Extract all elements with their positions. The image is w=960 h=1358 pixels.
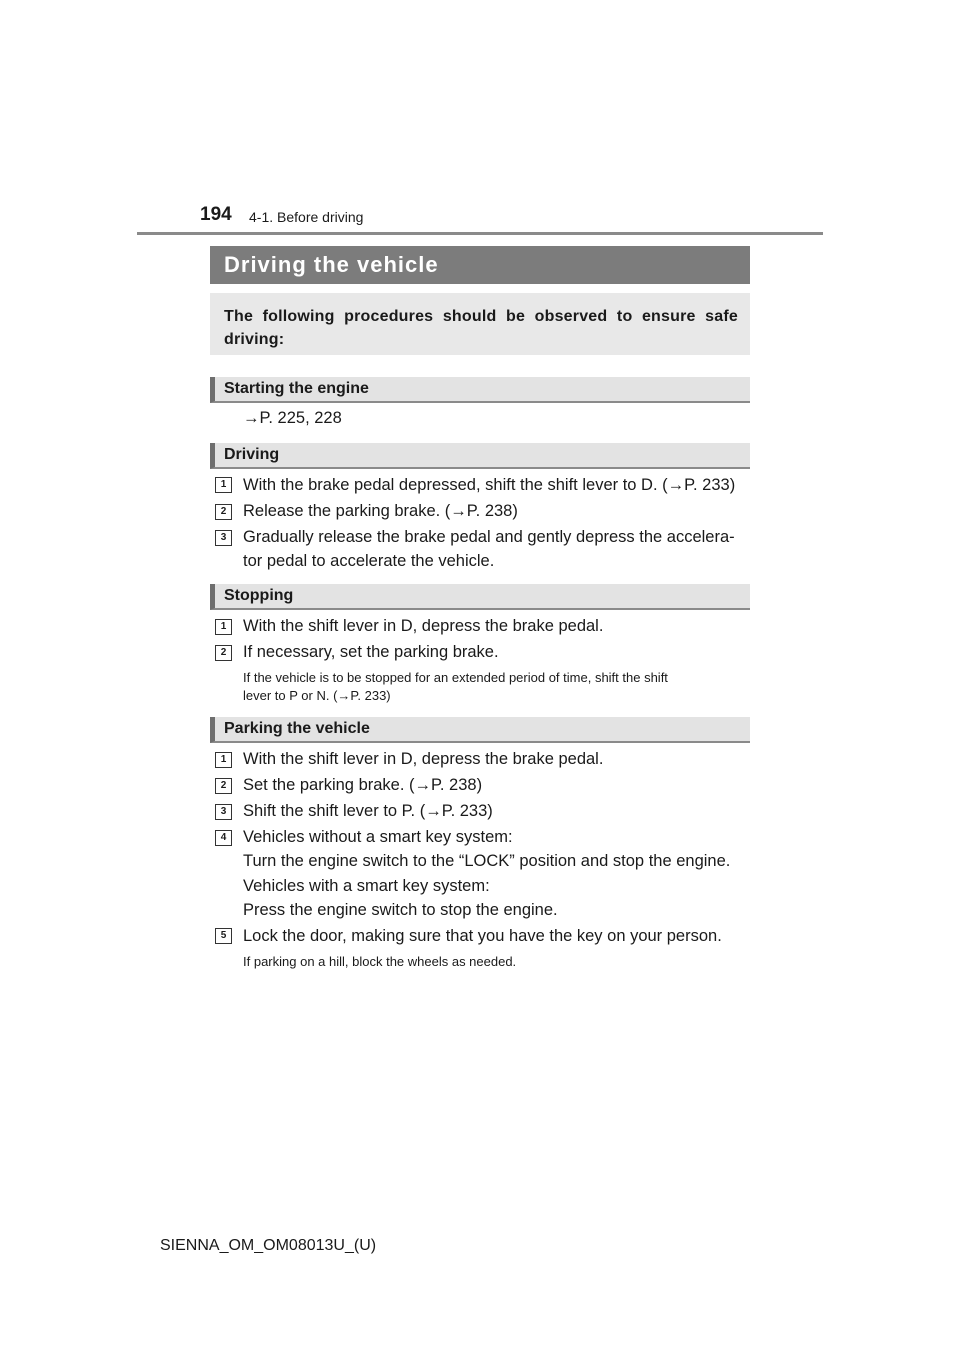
- parking-note: If parking on a hill, block the wheels as needed.: [243, 954, 517, 969]
- driving-step-3-line2: tor pedal to accelerate the vehicle.: [243, 552, 495, 570]
- section-heading-stopping: Stopping: [210, 584, 750, 610]
- intro-box: The following procedures should be observed to ensure safe driving:: [210, 293, 750, 355]
- page-number: 194: [200, 204, 232, 225]
- step-number: 2: [215, 778, 232, 794]
- page-title: Driving the vehicle: [210, 246, 750, 284]
- stopping-note-line2: lever to P or N. (→P. 233): [243, 688, 391, 703]
- parking-step-4-line1: Vehicles without a smart key system:: [243, 828, 513, 846]
- section-heading-starting: Starting the engine: [210, 377, 750, 403]
- parking-step-4-line3: Vehicles with a smart key system:: [243, 877, 490, 895]
- parking-step-4-line2: Turn the engine switch to the “LOCK” position and stop the engine.: [243, 852, 731, 870]
- driving-step-1: With the brake pedal depressed, shift the shift lever to D. (→P. 233): [243, 476, 736, 494]
- step-number: 1: [215, 477, 232, 493]
- step-number: 2: [215, 645, 232, 661]
- parking-step-2: Set the parking brake. (→P. 238): [243, 776, 483, 794]
- driving-step-3-line1: Gradually release the brake pedal and gently depress the accelera-: [243, 528, 735, 546]
- step-number: 3: [215, 530, 232, 546]
- stopping-step-2: If necessary, set the parking brake.: [243, 643, 499, 661]
- stopping-note-line1: If the vehicle is to be stopped for an extended period of time, shift the shift: [243, 670, 668, 685]
- stopping-step-1: With the shift lever in D, depress the brake pedal.: [243, 617, 604, 635]
- section-heading-parking: Parking the vehicle: [210, 717, 750, 743]
- header-rule: [137, 232, 823, 235]
- step-number: 1: [215, 619, 232, 635]
- step-number: 4: [215, 830, 232, 846]
- step-number: 2: [215, 504, 232, 520]
- parking-step-4-line4: Press the engine switch to stop the engine.: [243, 901, 558, 919]
- section-heading-driving: Driving: [210, 443, 750, 469]
- parking-step-5: Lock the door, making sure that you have the key on your person.: [243, 927, 722, 945]
- parking-step-3: Shift the shift lever to P. (→P. 233): [243, 802, 493, 820]
- section-reference: 4-1. Before driving: [249, 209, 364, 225]
- step-number: 1: [215, 752, 232, 768]
- parking-step-1: With the shift lever in D, depress the brake pedal.: [243, 750, 604, 768]
- footer-document-id: SIENNA_OM_OM08013U_(U): [160, 1237, 377, 1254]
- step-number: 5: [215, 928, 232, 944]
- starting-reference: →P. 225, 228: [243, 409, 342, 427]
- driving-step-2: Release the parking brake. (→P. 238): [243, 502, 518, 520]
- step-number: 3: [215, 804, 232, 820]
